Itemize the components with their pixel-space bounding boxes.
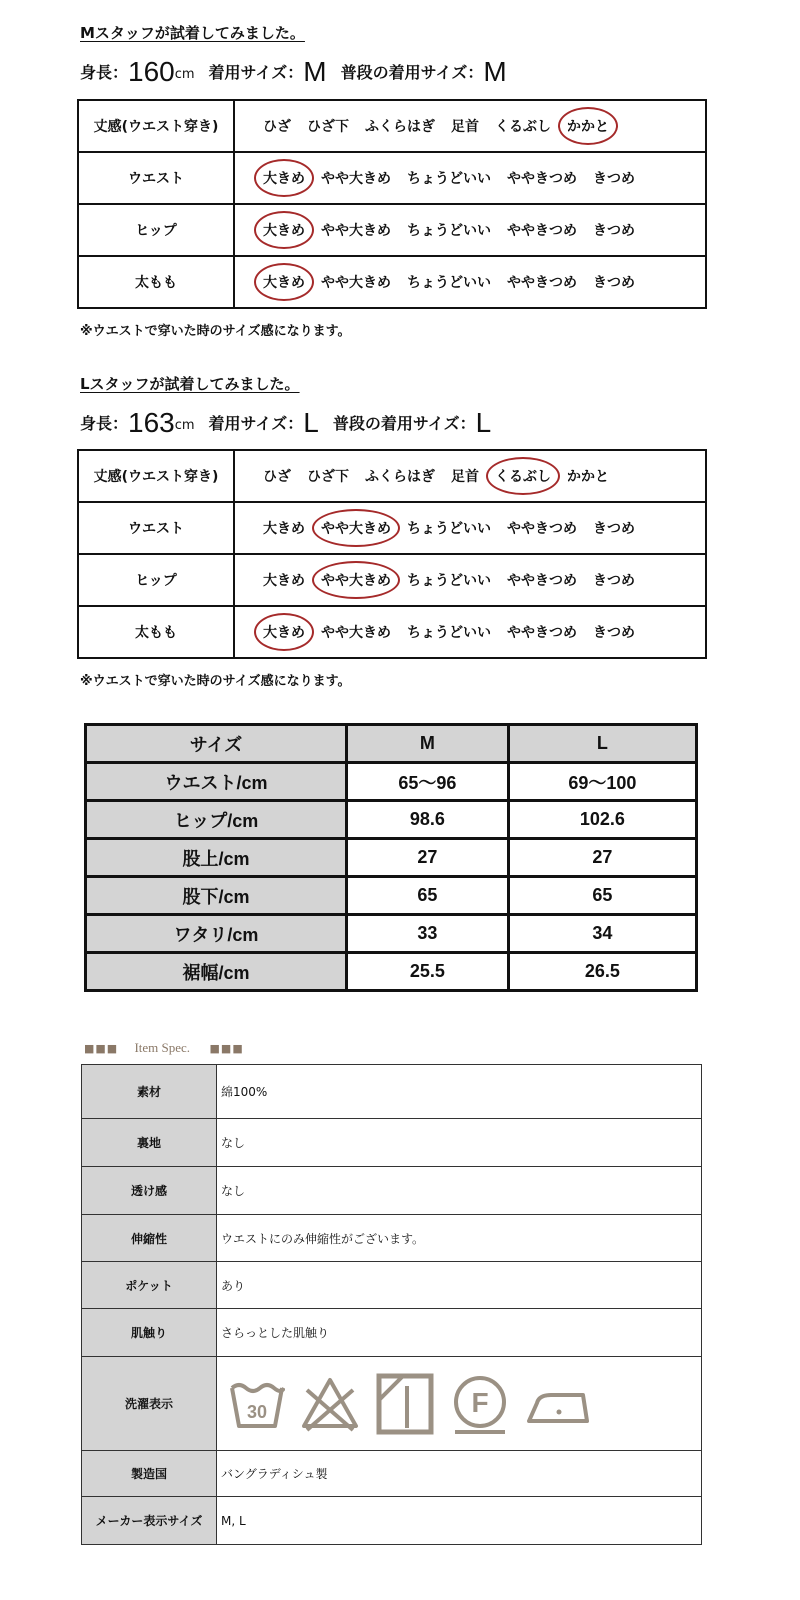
size-row-hem (86, 953, 697, 991)
fit-option: くるぶし (495, 119, 551, 135)
size-row-label: ワタリ/cm (86, 915, 347, 953)
fit-row-label: ヒップ (78, 554, 234, 606)
size-row-inseam (86, 877, 697, 915)
fit-row-label: ウエスト (78, 502, 234, 554)
fit-options (234, 152, 706, 204)
spec-key: 透け感 (82, 1167, 217, 1215)
usual-size-label: 普段の着用サイズ： (332, 414, 476, 433)
worn-size-value: L (303, 407, 319, 438)
size-value-m: 65〜96 (347, 763, 509, 801)
spec-row-lining (82, 1119, 702, 1167)
fit-row (78, 450, 706, 502)
usual-size-label: 普段の着用サイズ： (340, 63, 484, 82)
fit-option: ややきつめ (507, 275, 577, 291)
fit-option: ひざ下 (307, 119, 349, 135)
wash-temp-text: 30 (246, 1401, 268, 1422)
fit-options (234, 256, 706, 308)
spec-key: 肌触り (82, 1309, 217, 1357)
l-staff-heading: Lスタッフが試着してみました。 (80, 375, 300, 393)
fit-option: ちょうどいい (407, 521, 491, 537)
fit-option-selected: 大きめ (263, 272, 305, 292)
care-icons (221, 1372, 701, 1436)
spec-value: なし (217, 1119, 702, 1167)
fit-option: ややきつめ (507, 223, 577, 239)
dry-clean-f-icon (449, 1372, 511, 1436)
size-row-thigh (86, 915, 697, 953)
size-row-hip (86, 801, 697, 839)
dry-clean-letter: F (471, 1386, 489, 1418)
spec-key: 伸縮性 (82, 1215, 217, 1262)
spec-row-material (82, 1065, 702, 1119)
fit-option: ややきつめ (507, 573, 577, 589)
fit-option-selected: やや大きめ (321, 518, 391, 538)
size-row-label: 股上/cm (86, 839, 347, 877)
fit-option: きつめ (593, 521, 635, 537)
fit-row (78, 502, 706, 554)
spec-key: 素材 (82, 1065, 217, 1119)
height-value: 163 (128, 407, 175, 438)
spec-value: あり (217, 1262, 702, 1309)
fit-option: ちょうどいい (407, 573, 491, 589)
fit-option: やや大きめ (321, 625, 391, 641)
fit-option-selected: 大きめ (263, 622, 305, 642)
size-value-l: 102.6 (508, 801, 696, 839)
m-staff-heading: Mスタッフが試着してみました。 (80, 24, 305, 42)
fit-row-label: ヒップ (78, 204, 234, 256)
fit-option: ひざ (263, 119, 291, 135)
worn-size-label: 着用サイズ： (208, 63, 304, 82)
spec-value: 綿100% (217, 1065, 702, 1119)
size-value-l: 34 (508, 915, 696, 953)
fit-option: 足首 (451, 469, 479, 485)
spec-row-care (82, 1357, 702, 1451)
fit-row-label: 丈感(ウエスト穿き) (78, 450, 234, 502)
worn-size-label: 着用サイズ： (208, 414, 304, 433)
height-unit: cm (174, 418, 195, 433)
m-staff-stats (80, 56, 507, 88)
fit-row (78, 256, 706, 308)
fit-option: ふくらはぎ (365, 469, 435, 485)
fit-option: やや大きめ (321, 275, 391, 291)
wash-30-icon (229, 1374, 285, 1434)
fit-option: ひざ (263, 469, 291, 485)
fit-option: ちょうどいい (407, 171, 491, 187)
size-value-l: 26.5 (508, 953, 696, 991)
l-fit-table (77, 449, 707, 659)
height-label: 身長： (80, 414, 129, 433)
spec-value: ウエストにのみ伸縮性がございます。 (217, 1215, 702, 1262)
fit-option: やや大きめ (321, 223, 391, 239)
size-header-label: サイズ (86, 725, 347, 763)
fit-row (78, 204, 706, 256)
spec-row-maker-size (82, 1497, 702, 1545)
decor-squares: ■■■ (209, 1042, 244, 1055)
fit-options (234, 204, 706, 256)
spec-value: バングラディシュ製 (217, 1451, 702, 1497)
fit-options (234, 502, 706, 554)
size-header-l: L (508, 725, 696, 763)
item-spec-header (84, 1040, 244, 1056)
no-bleach-icon (299, 1374, 361, 1434)
fit-option: きつめ (593, 275, 635, 291)
spec-row-pocket (82, 1262, 702, 1309)
fit-option-selected: 大きめ (263, 220, 305, 240)
fit-row (78, 100, 706, 152)
m-fit-table (77, 99, 707, 309)
fit-row (78, 554, 706, 606)
fit-row (78, 152, 706, 204)
spec-value: さらっとした肌触り (217, 1309, 702, 1357)
spec-key: 製造国 (82, 1451, 217, 1497)
fit-options (234, 554, 706, 606)
size-table (84, 723, 698, 992)
fit-option: 大きめ (263, 573, 305, 589)
spec-row-origin (82, 1451, 702, 1497)
fit-option: きつめ (593, 625, 635, 641)
m-fit-note: ※ウエストで穿いた時のサイズ感になります。 (80, 324, 351, 339)
decor-squares: ■■■ (84, 1042, 119, 1055)
fit-option: 足首 (451, 119, 479, 135)
size-value-m: 33 (347, 915, 509, 953)
fit-option: ひざ下 (307, 469, 349, 485)
size-value-l: 27 (508, 839, 696, 877)
spec-row-sheerness (82, 1167, 702, 1215)
l-fit-note: ※ウエストで穿いた時のサイズ感になります。 (80, 674, 351, 689)
fit-option: かかと (567, 469, 609, 485)
fit-option: きつめ (593, 223, 635, 239)
size-row-label: ヒップ/cm (86, 801, 347, 839)
spec-key: メーカー表示サイズ (82, 1497, 217, 1545)
fit-option: ちょうどいい (407, 223, 491, 239)
drip-dry-icon (375, 1372, 435, 1436)
fit-options (234, 606, 706, 658)
fit-row-label: 太もも (78, 256, 234, 308)
spec-key: ポケット (82, 1262, 217, 1309)
fit-option: ちょうどいい (407, 275, 491, 291)
size-row-label: 股下/cm (86, 877, 347, 915)
fit-option-selected: 大きめ (263, 168, 305, 188)
spec-key: 裏地 (82, 1119, 217, 1167)
size-value-m: 27 (347, 839, 509, 877)
size-row-label: ウエスト/cm (86, 763, 347, 801)
size-value-m: 65 (347, 877, 509, 915)
fit-row-label: 太もも (78, 606, 234, 658)
size-row-rise (86, 839, 697, 877)
size-row-label: 裾幅/cm (86, 953, 347, 991)
size-value-m: 25.5 (347, 953, 509, 991)
fit-option: ふくらはぎ (365, 119, 435, 135)
size-value-l: 69〜100 (508, 763, 696, 801)
item-spec-table (81, 1064, 702, 1545)
worn-size-value: M (303, 56, 327, 87)
fit-option-selected: くるぶし (495, 466, 551, 486)
spec-key: 洗濯表示 (82, 1357, 217, 1451)
fit-option: 大きめ (263, 521, 305, 537)
size-row-waist (86, 763, 697, 801)
height-unit: cm (174, 67, 195, 82)
fit-option: きつめ (593, 573, 635, 589)
l-staff-stats (80, 407, 491, 439)
fit-row-label: 丈感(ウエスト穿き) (78, 100, 234, 152)
usual-size-value: M (483, 56, 507, 87)
fit-options (234, 450, 706, 502)
usual-size-value: L (475, 407, 492, 438)
size-value-m: 98.6 (347, 801, 509, 839)
iron-low-icon (525, 1379, 591, 1429)
size-table-header (86, 725, 697, 763)
fit-row (78, 606, 706, 658)
fit-options (234, 100, 706, 152)
fit-option: ちょうどいい (407, 625, 491, 641)
fit-option: きつめ (593, 171, 635, 187)
spec-value: なし (217, 1167, 702, 1215)
fit-option: ややきつめ (507, 521, 577, 537)
fit-option: やや大きめ (321, 171, 391, 187)
size-header-m: M (347, 725, 509, 763)
care-icons-cell (217, 1357, 702, 1451)
fit-option: ややきつめ (507, 171, 577, 187)
item-spec-title: Item Spec. (134, 1040, 191, 1055)
size-value-l: 65 (508, 877, 696, 915)
fit-option: ややきつめ (507, 625, 577, 641)
spec-row-texture (82, 1309, 702, 1357)
height-label: 身長： (80, 63, 129, 82)
fit-option-selected: やや大きめ (321, 570, 391, 590)
fit-option-selected: かかと (567, 116, 609, 136)
fit-row-label: ウエスト (78, 152, 234, 204)
spec-row-stretch (82, 1215, 702, 1262)
height-value: 160 (128, 56, 175, 87)
spec-value: M, L (217, 1497, 702, 1545)
